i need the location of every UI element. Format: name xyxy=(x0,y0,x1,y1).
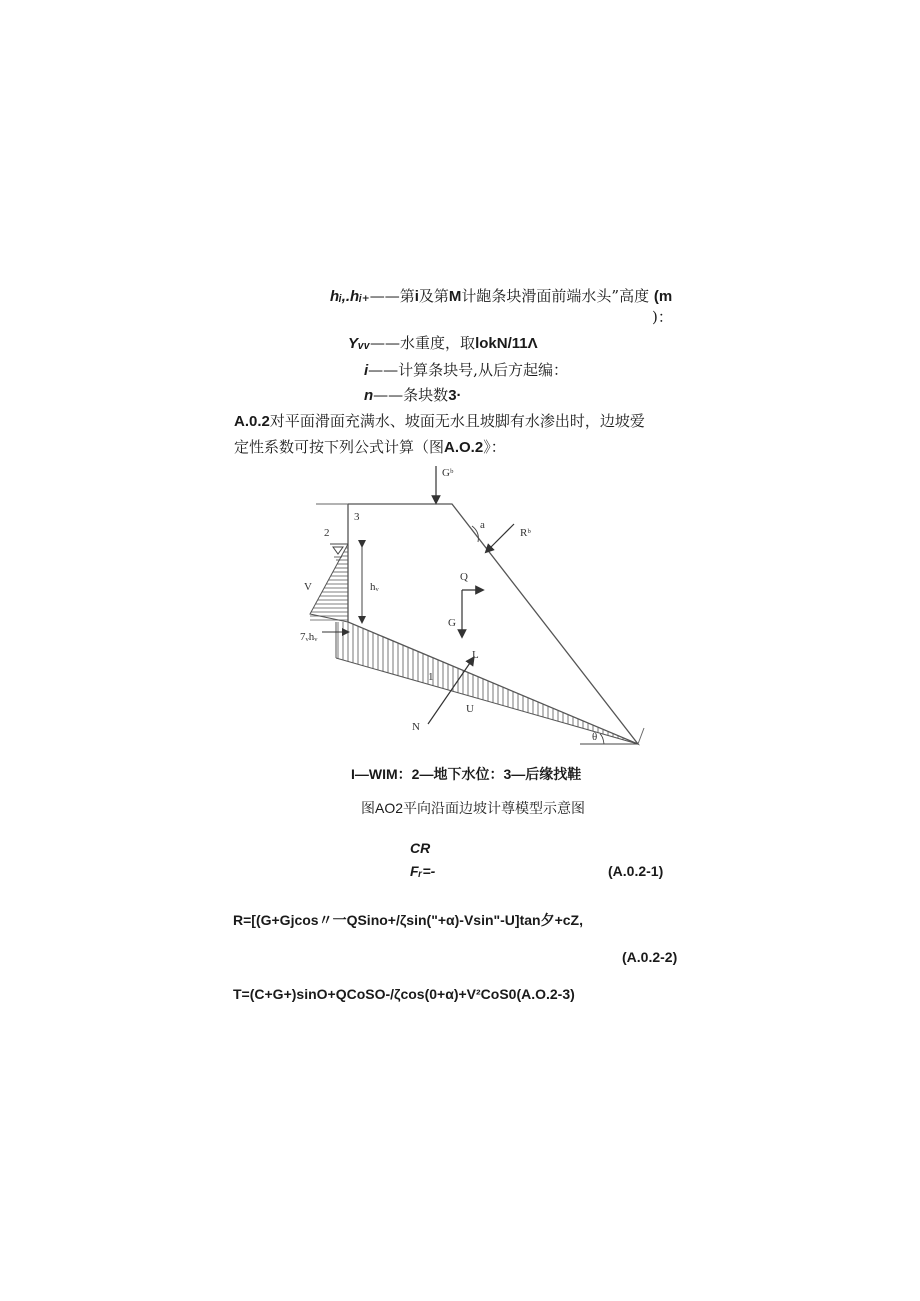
label-l: L xyxy=(472,649,479,661)
toe-tail xyxy=(638,728,644,744)
label-u: U xyxy=(466,703,474,715)
label-rb: Rᵇ xyxy=(520,527,531,539)
eq1-lhs: Fᵣ=- xyxy=(410,863,436,879)
figure-caption: 图AO2平向沿面边坡计尊模型示意图 xyxy=(361,800,586,816)
label-theta: θ xyxy=(592,731,598,743)
def-h-symbol: hᵢ,.hᵢ₊ xyxy=(330,288,370,305)
label-g: G xyxy=(448,617,456,629)
eq1-numerator: CR xyxy=(410,840,431,856)
theta-arc xyxy=(600,734,604,744)
label-hw: hᵥ xyxy=(370,581,379,593)
def-h-continuation: )： xyxy=(652,308,673,326)
label-alpha: a xyxy=(480,519,485,531)
def-h: hᵢ,.hᵢ₊——第i及第M计龅条块滑面前端水头”高度 (m xyxy=(330,287,673,305)
label-1: 1 xyxy=(428,671,434,683)
eq1-number: (A.0.2-1) xyxy=(608,863,664,879)
label-n: N xyxy=(412,721,420,733)
def-i: i——计算条块号,从后方起编： xyxy=(364,361,568,379)
section-label: A.0.2 xyxy=(234,413,270,430)
rb-arrow xyxy=(488,524,514,550)
def-i-symbol: i xyxy=(364,362,369,379)
def-h-text: ——第 xyxy=(369,287,415,305)
label-gb: Gᵇ xyxy=(442,467,454,479)
section-paragraph-line2: 定性系数可按下列公式计算（图A.O.2》： xyxy=(234,438,506,456)
def-gamma: Yᵥᵥ——水重度，取lokN/11Λ xyxy=(348,334,538,352)
slope-model-figure xyxy=(300,462,650,752)
eq3-formula: T=(C+G+)sinO+QCoSO-/ζcos(0+α)+V²CoS0(A.O.2-3) xyxy=(233,986,575,1002)
slope-outline xyxy=(348,504,638,744)
label-gwhw: 7ᵥhᵥ xyxy=(300,631,318,643)
uplift-pressure-hatch xyxy=(338,622,633,743)
section-paragraph-line1: A.0.2对平面滑面充满水、坡面无水且坡脚有水渗出时，边坡爱 xyxy=(234,412,645,430)
def-n-symbol: n xyxy=(364,387,374,404)
label-3: 3 xyxy=(354,511,360,523)
figure-legend: I—WIM：2—地下水位：3—后缘找鞋 xyxy=(351,766,582,782)
label-q: Q xyxy=(460,571,468,583)
water-level-symbol xyxy=(333,547,343,554)
rear-water-pressure-hatch xyxy=(310,548,348,620)
def-n: n——条块数3· xyxy=(364,386,462,404)
eq2-number: (A.0.2-2) xyxy=(622,949,678,965)
label-2: 2 xyxy=(324,527,330,539)
label-v: V xyxy=(304,581,312,593)
def-gamma-symbol: Yᵥᵥ xyxy=(348,335,371,352)
eq2-formula: R=[(G+Gjcos〃一QSino+/ζsin("+α)-Vsin"-U]tan夕+cZ, xyxy=(233,912,583,928)
